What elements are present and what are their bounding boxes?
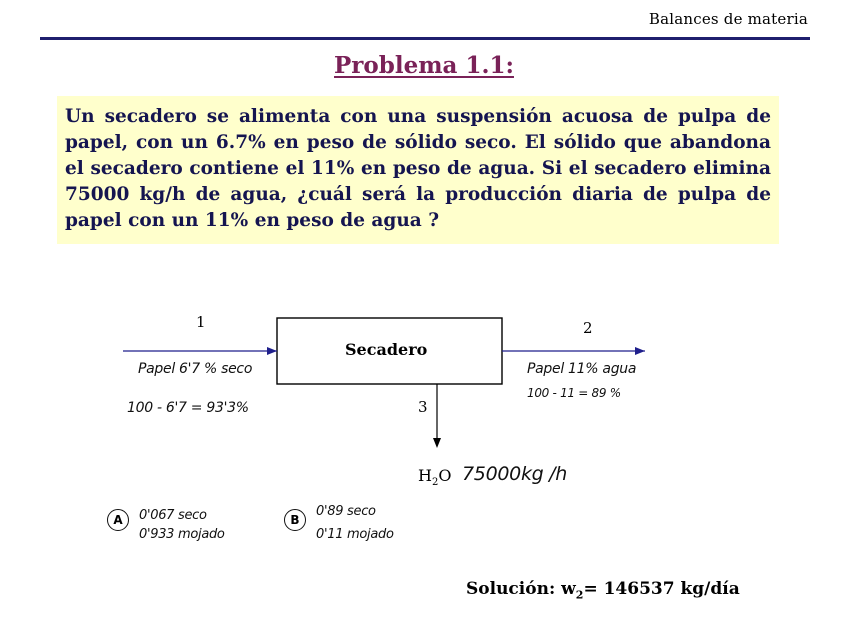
section-header: Balances de materia: [648, 10, 808, 28]
water-formula: [418, 466, 451, 488]
problem-statement: Un secadero se alimenta con una suspensión acuosa de pulpa de papel, con un 6.7% en peso de sólido seco. El sólido que abandona el secadero contiene el 11% en peso de agua. Si el secadero elimina 75000 kg/h de agua, ¿cuál será la producción diaria de pulpa de papel con un 11% en peso de agua ?: [57, 96, 779, 244]
note-b-line-1: 0'89 seco: [316, 504, 376, 519]
stream-1-note-1: Papel 6'7 % seco: [138, 361, 253, 377]
water-formula-o: O: [438, 466, 452, 485]
badge-b: B: [284, 509, 306, 531]
water-formula-sub: 2: [431, 477, 439, 489]
inlet-arrowhead: [267, 347, 277, 355]
note-b-line-2: 0'11 mojado: [316, 527, 394, 542]
solution-prefix: Solución: w: [466, 579, 576, 599]
stream-2-note-1: Papel 11% agua: [527, 361, 637, 377]
stream-3-number: 3: [418, 398, 428, 416]
stream-2-note-2: 100 - 11 = 89 %: [527, 386, 621, 400]
stream-2-number: 2: [583, 319, 593, 337]
water-flow-note: 75000kg /h: [462, 463, 567, 485]
solution: [466, 579, 740, 601]
note-a-line-1: 0'067 seco: [139, 508, 207, 523]
outlet-arrowhead: [635, 347, 645, 355]
water-outlet-arrowhead: [433, 438, 441, 448]
stream-1-number: 1: [196, 313, 206, 331]
badge-a: A: [107, 509, 129, 531]
water-formula-h: H: [418, 466, 432, 485]
problem-title-text: Problema 1.1:: [334, 52, 514, 79]
solution-subscript: 2: [575, 588, 584, 602]
stream-1-note-2: 100 - 6'7 = 93'3%: [127, 400, 249, 416]
note-a-line-2: 0'933 mojado: [139, 527, 225, 542]
solution-value: = 146537 kg/día: [583, 579, 740, 599]
dryer-label: Secadero: [345, 340, 428, 359]
